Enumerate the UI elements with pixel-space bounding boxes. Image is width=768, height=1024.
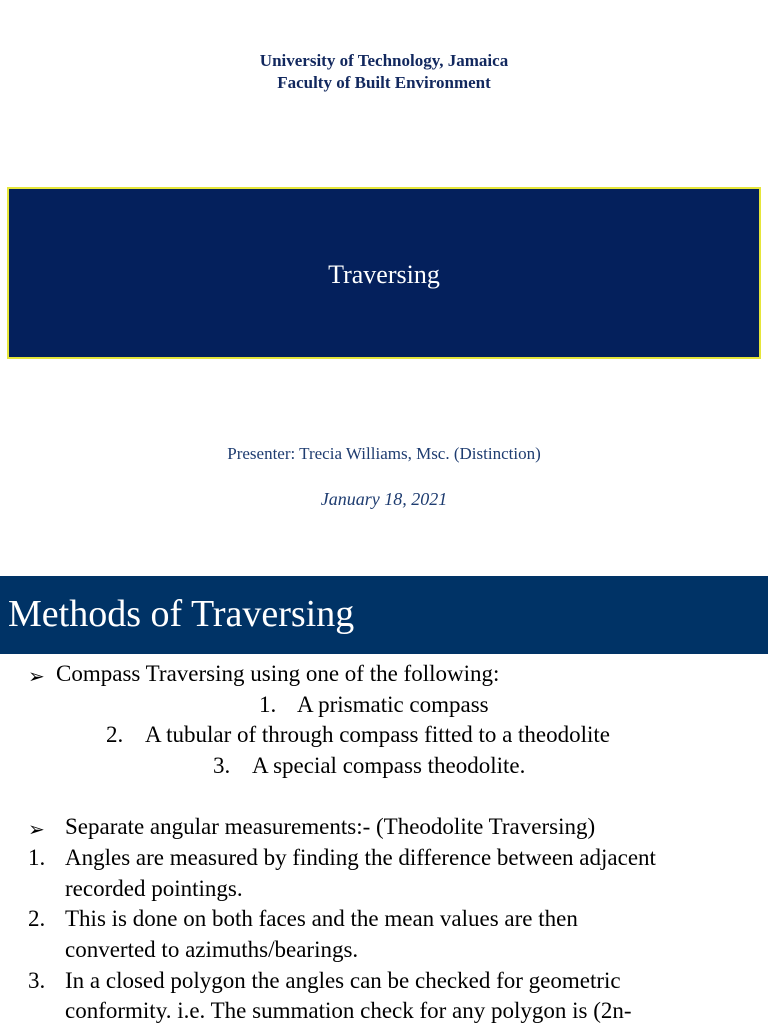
list-item-text: A special compass theodolite. <box>252 753 526 778</box>
list-item-text: A tubular of through compass fitted to a theodolite <box>145 722 611 747</box>
list-item-text: In a closed polygon the angles can be checked for geometric <box>65 968 621 993</box>
presenter-line: Presenter: Trecia Williams, Msc. (Distinction) <box>227 444 541 463</box>
slide-heading: Methods of Traversing <box>8 593 355 635</box>
list-item-text: Angles are measured by finding the difference between adjacent <box>65 845 656 870</box>
presentation-date: January 18, 2021 <box>320 489 448 509</box>
list-item-text: A prismatic compass <box>297 692 489 717</box>
section-heading-compass: Compass Traversing using one of the following: <box>56 661 500 686</box>
faculty-name: Faculty of Built Environment <box>277 73 491 92</box>
arrow-bullet-icon: ➢ <box>28 819 45 841</box>
list-item-number: 3. <box>213 753 231 778</box>
list-item-number: 3. <box>28 968 46 993</box>
arrow-bullet-icon: ➢ <box>28 666 45 688</box>
list-item-text: converted to azimuths/bearings. <box>65 937 359 962</box>
institution-name: University of Technology, Jamaica <box>259 51 509 70</box>
slide-header-bar <box>0 576 768 654</box>
list-item-number: 2. <box>106 722 124 747</box>
methods-slide <box>0 576 768 1024</box>
list-item-text: This is done on both faces and the mean values are then <box>65 906 578 931</box>
list-item-text: recorded pointings. <box>65 876 243 901</box>
title-banner <box>7 187 761 359</box>
list-item-number: 1. <box>259 692 277 717</box>
list-item-number: 2. <box>28 906 46 931</box>
section-heading-theodolite: Separate angular measurements:- (Theodolite Traversing) <box>65 814 596 839</box>
list-item-number: 1. <box>28 845 46 870</box>
list-item-text: conformity. i.e. The summation check for any polygon is (2n- <box>65 998 632 1023</box>
slide-title: Traversing <box>328 260 440 289</box>
